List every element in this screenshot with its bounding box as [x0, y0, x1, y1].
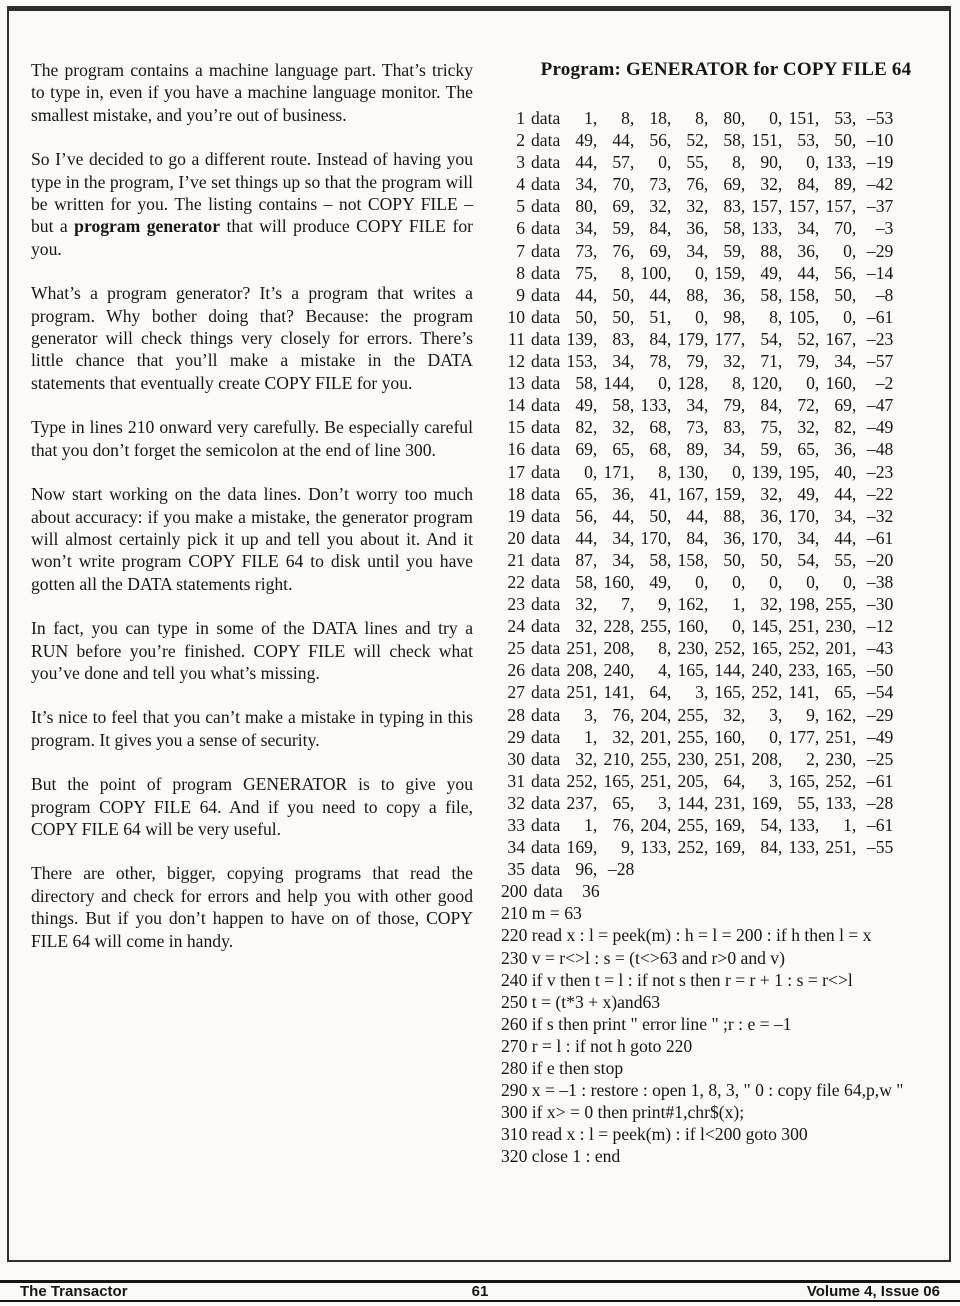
program-data-line: 15 data 82, 32, 68, 73, 83, 75, 32, 82, –49 — [507, 417, 894, 438]
paragraph: It’s nice to feel that you can’t make a mistake in typing in this program. It gives you a sense of security. — [31, 707, 473, 750]
program-data-line: 25 data 251, 208, 8, 230, 252, 165, 252, 201, –43 — [507, 638, 894, 659]
program-data-line: 3 data 44, 57, 0, 55, 8, 90, 0, 133, –19 — [516, 152, 894, 173]
program-data-line: 27 data 251, 141, 64, 3, 165, 252, 141, 65, –54 — [507, 682, 894, 703]
program-data-line: 7 data 73, 76, 69, 34, 59, 88, 36, 0, –29 — [516, 240, 894, 261]
program-data-line: 28 data 3, 76, 204, 255, 32, 3, 9, 162, –29 — [507, 704, 894, 725]
listing-title: Program: GENERATOR for COPY FILE 64 — [540, 59, 912, 80]
program-data-line: 2 data 49, 44, 56, 52, 58, 151, 53, 50, –10 — [516, 130, 894, 151]
program-code-line: 290 x = –1 : restore : open 1, 8, 3, " 0 : copy file 64,p,w " — [501, 1080, 904, 1101]
footer-magazine-name: The Transactor — [20, 1283, 128, 1300]
code-lines — [501, 902, 951, 1167]
program-data-line: 17 data 0, 171, 8, 130, 0, 139, 195, 40, –23 — [507, 461, 894, 482]
program-data-line: 18 data 65, 36, 41, 167, 159, 32, 49, 44, –22 — [507, 483, 894, 504]
program-data-line: 20 data 44, 34, 170, 84, 36, 170, 34, 44, –61 — [507, 527, 894, 548]
program-data-line: 31 data 252, 165, 251, 205, 64, 3, 165, 252, –61 — [507, 770, 894, 791]
program-data-line: 200 data 36 — [501, 881, 600, 902]
data-lines — [501, 107, 951, 902]
program-code-line: 230 v = r<>l : s = (t<>63 and r>0 and v) — [501, 947, 785, 968]
program-data-line: 24 data 32, 228, 255, 160, 0, 145, 251, 230, –12 — [507, 616, 894, 637]
paragraph: So I’ve decided to go a different route. Instead of having you type in the program, I’ve set things up so that the program will be written for you. The listing contains – not COPY FILE – but a program generator that will produce COPY FILE for you. — [31, 149, 473, 259]
program-data-line: 1 data 1, 8, 18, 8, 80, 0, 151, 53, –53 — [516, 108, 894, 128]
paragraph: Type in lines 210 onward very carefully. Be especially careful that you don’t forget the semicolon at the end of line 300. — [31, 417, 473, 460]
page-border-box — [7, 6, 951, 1262]
program-data-line: 8 data 75, 8, 100, 0, 159, 49, 44, 56, –14 — [516, 262, 894, 283]
paragraph: What’s a program generator? It’s a program that writes a program. Why bother doing that? Because: the program generator will check things very closely for errors. There’s little chance that you’ll make a mistake in the DATA statements that eventually create COPY FILE for you. — [31, 283, 473, 393]
program-data-line: 16 data 69, 65, 68, 89, 34, 59, 65, 36, –48 — [507, 439, 894, 460]
program-data-line: 21 data 87, 34, 58, 158, 50, 50, 54, 55, –20 — [507, 549, 894, 570]
program-data-line: 29 data 1, 32, 201, 255, 160, 0, 177, 251, –49 — [507, 726, 894, 747]
program-code-line: 300 if x> = 0 then print#1,chr$(x); — [501, 1102, 745, 1123]
program-data-line: 13 data 58, 144, 0, 128, 8, 120, 0, 160, –2 — [507, 373, 894, 394]
program-data-line: 22 data 58, 160, 49, 0, 0, 0, 0, 0, –38 — [507, 571, 894, 592]
program-listing — [501, 107, 951, 1168]
program-data-line: 35 data 96, –28 — [507, 859, 635, 880]
program-data-line: 34 data 169, 9, 133, 252, 169, 84, 133, 251, –55 — [507, 837, 894, 858]
paragraph: Now start working on the data lines. Don’t worry too much about accuracy: if you make a mistake, the generator program will almost certainly pick it up and tell you about it. And it won’t write program COPY FILE 64 to disk until you have gotten all the DATA statements right. — [31, 484, 473, 594]
program-data-line: 23 data 32, 7, 9, 162, 1, 32, 198, 255, –30 — [507, 594, 894, 615]
page-footer — [0, 1280, 960, 1302]
program-code-line: 240 if v then t = l : if not s then r = r + 1 : s = r<>l — [501, 969, 853, 990]
program-code-line: 320 close 1 : end — [501, 1146, 621, 1167]
program-listing-column — [501, 59, 951, 1168]
footer-page-number: 61 — [471, 1283, 489, 1300]
program-code-line: 210 m = 63 — [501, 903, 582, 924]
paragraph: But the point of program GENERATOR is to give you program COPY FILE 64. And if you need to copy a file, COPY FILE 64 will be very useful. — [31, 774, 473, 839]
program-code-line: 270 r = l : if not h goto 220 — [501, 1035, 693, 1056]
program-data-line: 26 data 208, 240, 4, 165, 144, 240, 233, 165, –50 — [507, 660, 894, 681]
program-code-line: 310 read x : l = peek(m) : if l<200 goto 300 — [501, 1124, 808, 1145]
program-data-line: 32 data 237, 65, 3, 144, 231, 169, 55, 133, –28 — [507, 792, 894, 813]
program-data-line: 12 data 153, 34, 78, 79, 32, 71, 79, 34, –57 — [507, 351, 894, 372]
program-code-line: 280 if e then stop — [501, 1058, 624, 1079]
footer-volume-issue: Volume 4, Issue 06 — [806, 1283, 940, 1300]
article-paragraphs — [31, 59, 473, 974]
program-data-line: 5 data 80, 69, 32, 32, 83, 157, 157, 157, –37 — [516, 196, 894, 217]
paragraph: In fact, you can type in some of the DATA lines and try a RUN before you’re finished. COPY FILE will check what you’ve done and tell you what’s missing. — [31, 618, 473, 683]
program-code-line: 220 read x : l = peek(m) : h = l = 200 : if h then l = x — [501, 925, 872, 946]
program-data-line: 19 data 56, 44, 50, 44, 88, 36, 170, 34, –32 — [507, 505, 894, 526]
paragraph: The program contains a machine language part. That’s tricky to type in, even if you have a machine language monitor. The smallest mistake, and you’re out of business. — [31, 60, 473, 125]
program-code-line: 250 t = (t*3 + x)and63 — [501, 991, 661, 1012]
program-code-line: 260 if s then print " error line " ;r : e = –1 — [501, 1013, 792, 1034]
program-data-line: 33 data 1, 76, 204, 255, 169, 54, 133, 1, –61 — [507, 815, 894, 835]
program-data-line: 6 data 34, 59, 84, 36, 58, 133, 34, 70, –3 — [516, 218, 894, 239]
program-data-line: 9 data 44, 50, 44, 88, 36, 58, 158, 50, –8 — [516, 284, 894, 305]
program-data-line: 14 data 49, 58, 133, 34, 79, 84, 72, 69, –47 — [507, 395, 894, 416]
program-data-line: 30 data 32, 210, 255, 230, 251, 208, 2, 230, –25 — [507, 748, 894, 769]
program-data-line: 10 data 50, 50, 51, 0, 98, 8, 105, 0, –61 — [507, 306, 894, 327]
program-data-line: 11 data 139, 83, 84, 179, 177, 54, 52, 167, –23 — [508, 328, 894, 349]
paragraph: There are other, bigger, copying programs that read the directory and check for errors and help you with other good things. But if you don’t happen to have on of those, COPY FILE 64 will come in handy. — [31, 863, 473, 951]
program-data-line: 4 data 34, 70, 73, 76, 69, 32, 84, 89, –42 — [516, 174, 894, 195]
